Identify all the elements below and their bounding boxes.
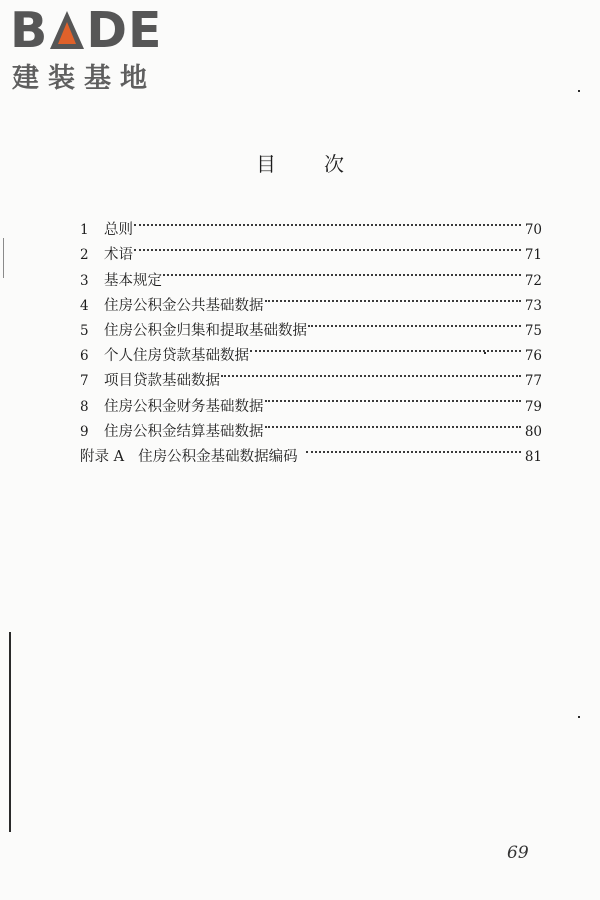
title-char-first: 目 xyxy=(256,152,276,176)
toc-leader-dots xyxy=(306,436,521,461)
page-title xyxy=(0,148,600,177)
toc-entry-number: 2 xyxy=(80,247,89,264)
logo-word-suffix: DE xyxy=(86,2,163,59)
toc-entry-title: 基本规定 xyxy=(104,272,162,289)
toc-entry-title: 项目贷款基础数据 xyxy=(104,373,220,390)
toc-entry-2[interactable] xyxy=(80,234,542,264)
toc-entry-number: 6 xyxy=(80,348,89,365)
toc-entry-title: 个人住房贷款基础数据 xyxy=(104,348,249,365)
logo-subtitle: 建装基地 xyxy=(12,63,156,94)
toc-leader-dots xyxy=(265,385,521,410)
toc-leader-dots xyxy=(265,285,521,310)
scan-speck xyxy=(484,352,486,354)
toc-entry-number: 7 xyxy=(80,373,89,390)
toc-leader-dots xyxy=(134,209,521,234)
toc-entry-page: 76 xyxy=(524,348,542,365)
logo-word-prefix: B xyxy=(10,2,49,59)
toc-entry-page: 80 xyxy=(524,423,542,440)
table-of-contents xyxy=(80,209,542,465)
toc-entry-page: 73 xyxy=(524,297,542,314)
brand-logo xyxy=(10,2,180,94)
scan-speck xyxy=(578,716,580,718)
toc-entry-page: 70 xyxy=(524,222,542,239)
toc-entry-title: 术语 xyxy=(104,247,133,264)
toc-entry-title: 住房公积金结算基础数据 xyxy=(104,423,264,440)
toc-leader-dots xyxy=(134,234,521,259)
toc-entry-page: 79 xyxy=(524,398,542,415)
toc-entry-page: 71 xyxy=(524,247,542,264)
toc-entry-number: 1 xyxy=(80,222,89,239)
a-triangle-mark-icon xyxy=(49,10,85,50)
toc-entry-number: 8 xyxy=(80,398,89,415)
toc-leader-dots xyxy=(308,310,521,335)
toc-entry-title: 住房公积金归集和提取基础数据 xyxy=(104,322,307,339)
toc-entry-page: 77 xyxy=(524,373,542,390)
toc-leader-dots xyxy=(250,335,521,360)
title-char-second: 次 xyxy=(324,152,344,176)
toc-entry-page: 81 xyxy=(524,448,542,465)
toc-entry-number: 5 xyxy=(80,322,89,339)
toc-entry-number: 3 xyxy=(80,272,89,289)
toc-entry-title: 住房公积金基础数据编码 xyxy=(138,448,298,465)
toc-entry-title: 住房公积金公共基础数据 xyxy=(104,297,264,314)
toc-leader-dots xyxy=(221,360,521,385)
toc-entry-page: 75 xyxy=(524,322,542,339)
toc-appendix-label: 附录 A xyxy=(80,448,125,465)
toc-entry-number: 4 xyxy=(80,297,89,314)
toc-leader-dots xyxy=(163,259,521,284)
toc-entry-title: 总则 xyxy=(104,222,133,239)
scan-edge-mark xyxy=(9,632,11,832)
toc-leader-dots xyxy=(265,411,521,436)
toc-entry-number: 9 xyxy=(80,423,89,440)
toc-entry-1[interactable] xyxy=(80,209,542,239)
scan-edge-mark xyxy=(3,238,4,278)
scan-speck xyxy=(578,90,580,92)
page-number: 69 xyxy=(507,843,529,863)
toc-entry-3[interactable] xyxy=(80,259,542,289)
toc-entry-page: 72 xyxy=(524,272,542,289)
logo-wordmark xyxy=(10,2,163,59)
toc-entry-title: 住房公积金财务基础数据 xyxy=(104,398,264,415)
